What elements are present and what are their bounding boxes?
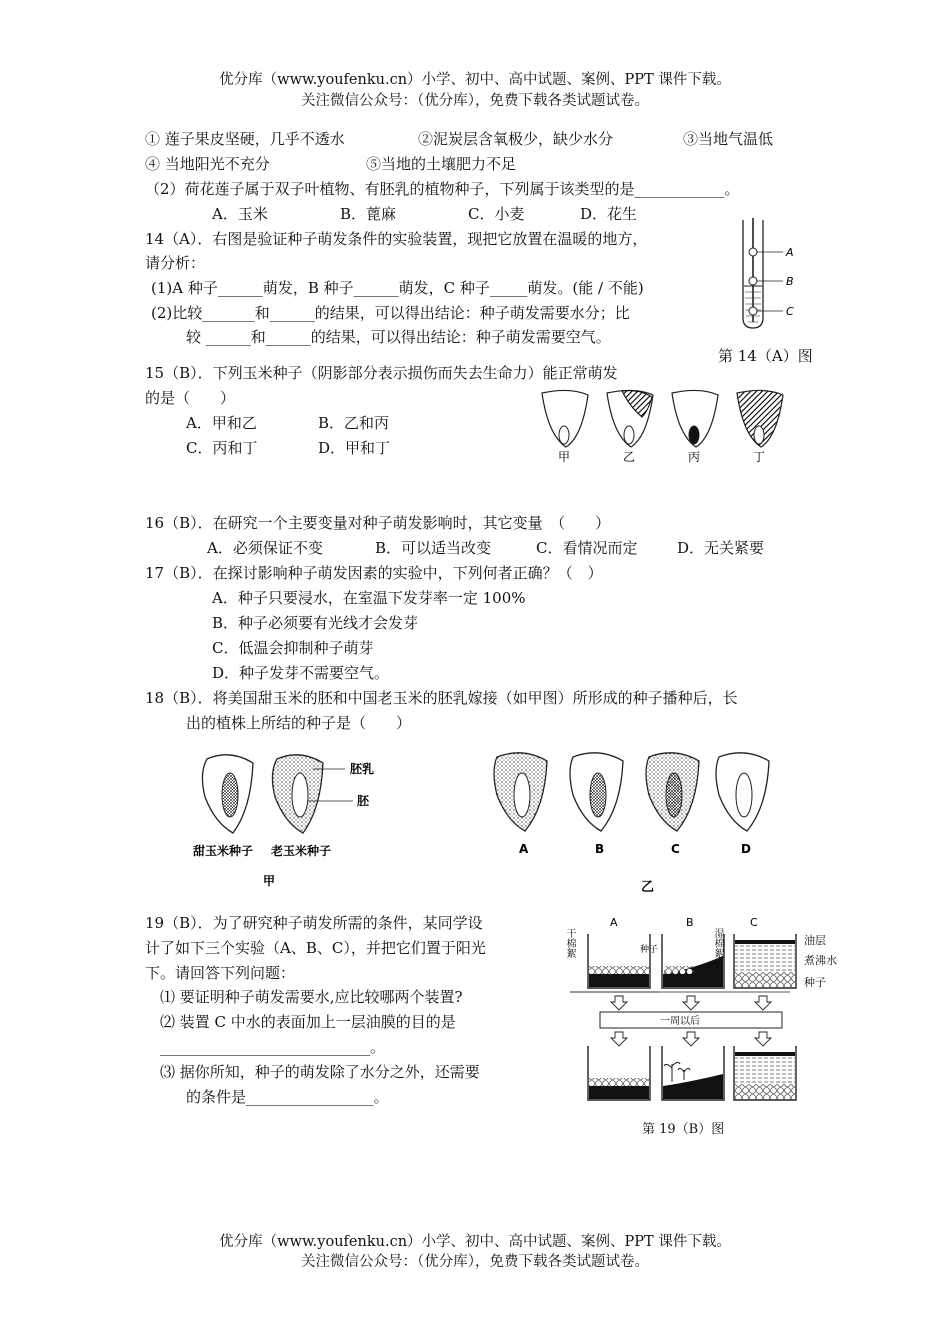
q17-choice-c: C．低温会抑制种子萌芽 xyxy=(212,639,374,657)
q15-choice-b: B．乙和丙 xyxy=(318,414,390,432)
q17-choice-d: D．种子发芽不需要空气。 xyxy=(212,664,390,682)
q18-figure-jia xyxy=(185,745,385,890)
q19-sub-2: ⑵ 装置 C 中水的表面加上一层油膜的目的是 xyxy=(160,1013,456,1031)
footer-line-1: 优分库（www.youfenku.cn）小学、初中、高中试题、案例、PPT 课件下载。 xyxy=(219,1234,731,1250)
q19-stem-1: 19（B）．为了研究种子萌发所需的条件，某同学设 xyxy=(145,914,483,932)
seed-bing xyxy=(672,390,718,447)
beaker-label-a: A xyxy=(610,916,618,929)
beaker-a xyxy=(588,934,650,988)
option-label-a: A xyxy=(519,842,529,856)
beaker-label-c: C xyxy=(750,916,758,929)
q15-corn-seeds-figure xyxy=(530,385,800,465)
option-label-c: C xyxy=(671,842,680,856)
q15-stem-2: 的是（ ） xyxy=(145,389,236,407)
q13-choice-c: C．小麦 xyxy=(468,205,525,223)
beaker-label-b: B xyxy=(686,916,694,929)
fig-label-yi: 乙 xyxy=(641,880,655,895)
q15-choice-c: C．丙和丁 xyxy=(186,439,258,457)
beaker-c xyxy=(734,934,796,988)
label-dry-cotton-text: 干棉絮 xyxy=(564,928,575,958)
seed-label-ding: 丁 xyxy=(753,450,766,464)
q17-stem: 17（B）．在探讨影响种子萌发因素的实验中，下列何者正确？（ ） xyxy=(145,564,603,582)
option-seed-d xyxy=(716,753,769,831)
q13-choice-d: D．花生 xyxy=(580,205,638,223)
q14-label-b: B xyxy=(786,275,794,288)
old-corn-seed xyxy=(272,755,323,833)
label-embryo: 胚 xyxy=(357,794,370,808)
q17-choice-a: A．种子只要浸水，在室温下发芽率一定 100% xyxy=(212,589,526,607)
label-wet-cotton-text: 湿棉絮 xyxy=(712,928,723,958)
q16-choice-c: C．看情况而定 xyxy=(536,539,638,557)
label-oil-layer: 油层 xyxy=(804,934,826,947)
q13-choice-a: A．玉米 xyxy=(212,205,268,223)
q14-sub-1: (1)A 种子______萌发，B 种子______萌发，C 种子_____萌发。(能 / 不能) xyxy=(151,279,644,297)
q13-option-1: ① 莲子果皮坚硬，几乎不透水 xyxy=(145,130,345,148)
q19-figure-caption: 第 19（B）图 xyxy=(642,1122,725,1137)
header-line-2: 关注微信公众号：（优分库），免费下载各类试题试卷。 xyxy=(301,93,649,109)
q13-option-5: ⑤当地的土壤肥力不足 xyxy=(366,155,517,173)
arrows-down-2 xyxy=(611,1032,771,1046)
q14-stem-2: 请分析： xyxy=(145,254,206,272)
q19-sub-3a: ⑶ 据你所知，种子的萌发除了水分之外，还需要 xyxy=(160,1063,480,1081)
header-line-1: 优分库（www.youfenku.cn）小学、初中、高中试题、案例、PPT 课件下载。 xyxy=(219,72,731,88)
q13-choice-b: B．蓖麻 xyxy=(340,205,397,223)
label-endosperm: 胚乳 xyxy=(350,762,375,776)
q19-experiment-figure xyxy=(560,912,800,1112)
label-seed-c: 种子 xyxy=(804,976,826,989)
q16-choice-b: B．可以适当改变 xyxy=(375,539,492,557)
q13-option-4: ④ 当地阳光不充分 xyxy=(145,155,270,173)
label-old-corn: 老玉米种子 xyxy=(271,844,332,858)
seed-label-bing: 丙 xyxy=(688,450,701,464)
label-boiled-water: 煮沸水 xyxy=(804,954,837,967)
q13-option-2: ②泥炭层含氧极少，缺少水分 xyxy=(418,130,614,148)
q14-label-a: A xyxy=(786,246,794,259)
q14-test-tube-figure xyxy=(735,218,805,333)
q17-choice-b: B．种子必须要有光线才会发芽 xyxy=(212,614,419,632)
beaker-c-after xyxy=(734,1046,796,1100)
q14-sub-2b: 较 ______和______的结果，可以得出结论：种子萌发需要空气。 xyxy=(186,328,611,346)
label-seed-b: 种子 xyxy=(640,945,659,955)
beaker-a-after xyxy=(588,1046,650,1100)
q16-choice-d: D．无关紧要 xyxy=(677,539,765,557)
q16-stem: 16（B）．在研究一个主要变量对种子萌发影响时，其它变量 （ ） xyxy=(145,514,611,532)
q14-label-c: C xyxy=(786,305,794,318)
option-label-d: D xyxy=(741,842,751,856)
sweet-corn-seed xyxy=(202,755,253,833)
q19-stem-2: 计了如下三个实验（A、B、C），并把它们置于阳光 xyxy=(145,939,486,957)
arrows-down xyxy=(611,996,771,1010)
q15-stem-1: 15（B）．下列玉米种子（阴影部分表示损伤而失去生命力）能正常萌发 xyxy=(145,364,618,382)
seed-label-yi: 乙 xyxy=(623,450,636,464)
fig-label-jia: 甲 xyxy=(263,874,276,888)
seed-yi xyxy=(607,390,653,447)
q16-choice-a: A．必须保证不变 xyxy=(207,539,323,557)
q14-stem-1: 14（A）．右图是验证种子萌发条件的实验装置，现把它放置在温暖的地方， xyxy=(145,230,648,248)
option-seed-b xyxy=(570,753,623,831)
seed-ding xyxy=(737,390,783,447)
q14-sub-2a: (2)比较_______和______的结果，可以得出结论：种子萌发需要水分；比 xyxy=(151,304,630,322)
week-later-label: 一周以后 xyxy=(660,1016,700,1027)
q13-part-2: （2）荷花莲子属于双子叶植物、有胚乳的植物种子，下列属于该类型的是____________。 xyxy=(145,180,740,198)
seed-label-jia: 甲 xyxy=(558,450,571,464)
seed-jia xyxy=(542,390,588,447)
q15-choice-d: D．甲和丁 xyxy=(318,439,391,457)
label-sweet-corn: 甜玉米种子 xyxy=(193,844,254,858)
q15-choice-a: A．甲和乙 xyxy=(186,414,257,432)
beaker-b-after xyxy=(662,1046,724,1100)
footer-line-2: 关注微信公众号：（优分库），免费下载各类试题试卷。 xyxy=(301,1254,649,1270)
q19-sub-1: ⑴ 要证明种子萌发需要水,应比较哪两个装置? xyxy=(160,988,463,1006)
q14-figure-caption: 第 14（A）图 xyxy=(718,347,813,365)
q18-figure-yi xyxy=(485,745,790,895)
option-seed-c xyxy=(646,753,699,831)
q19-stem-3: 下。请回答下列问题： xyxy=(145,964,296,982)
q18-stem-2: 出的植株上所结的种子是（ ） xyxy=(186,714,412,732)
q18-stem-1: 18（B）．将美国甜玉米的胚和中国老玉米的胚乳嫁接（如甲图）所形成的种子播种后，长 xyxy=(145,689,738,707)
q19-sub-2-blank: ____________________________。 xyxy=(160,1038,386,1056)
option-label-b: B xyxy=(595,842,605,856)
q13-option-3: ③当地气温低 xyxy=(683,130,774,148)
q19-sub-3b: 的条件是_________________。 xyxy=(186,1088,389,1106)
option-seed-a xyxy=(494,753,547,831)
